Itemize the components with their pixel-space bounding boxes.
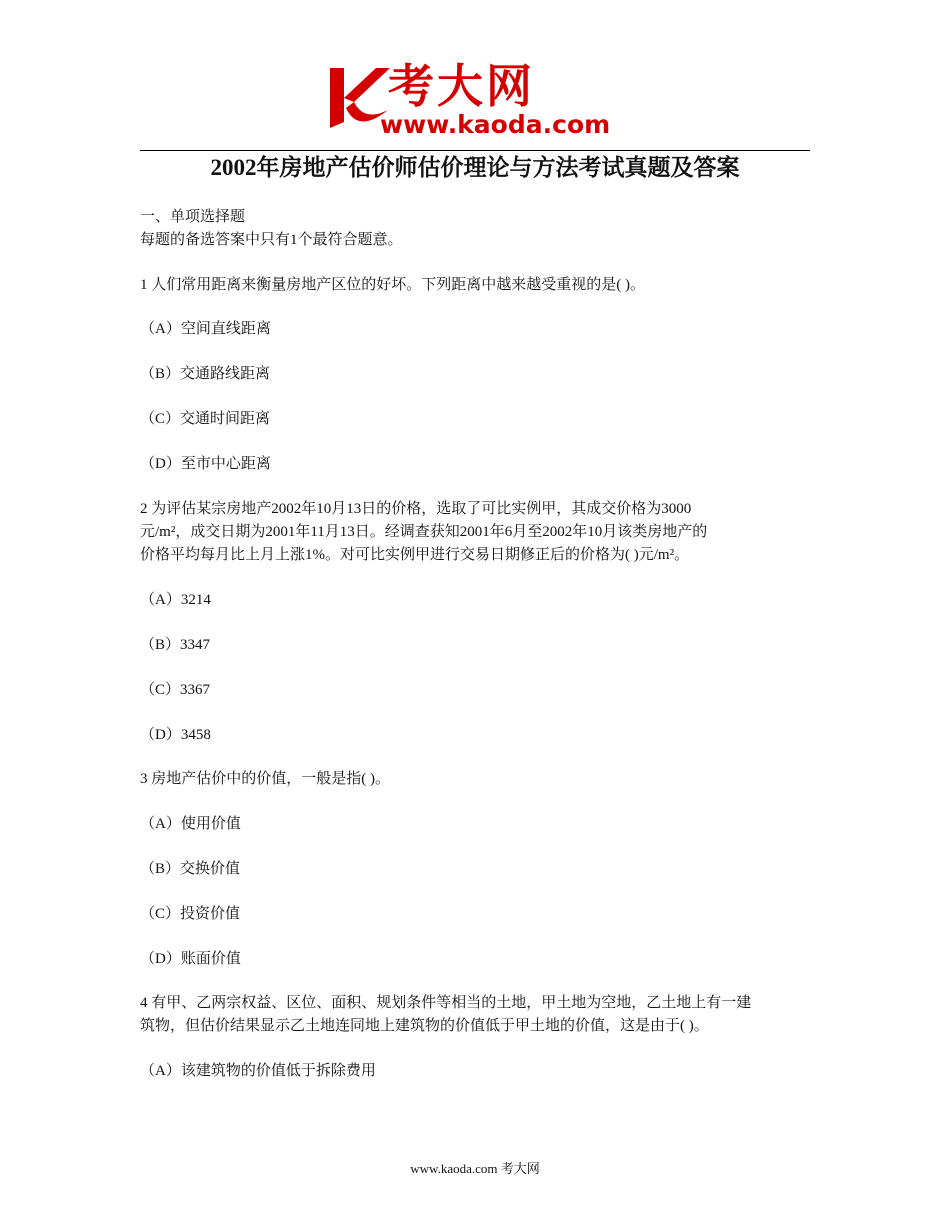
question-2-stem-line-2: 元/m²，成交日期为2001年11月13日。经调查获知2001年6月至2002年10月该类房地产的 [140, 524, 708, 540]
page-footer: www.kaoda.com 考大网 [410, 1161, 540, 1176]
question-2-option-c: （C）3367 [140, 682, 211, 698]
question-1-option-b: （B）交通路线距离 [140, 366, 271, 382]
question-3-option-d: （D）账面价值 [140, 951, 241, 967]
question-4-stem-line-2: 筑物，但估价结果显示乙土地连同地上建筑物的价值低于甲土地的价值，这是由于( )。 [140, 1018, 709, 1034]
logo-url: www.kaoda.com [380, 110, 611, 139]
section-instruction: 每题的备选答案中只有1个最符合题意。 [140, 232, 403, 248]
question-2-stem-line-1: 2 为评估某宗房地产2002年10月13日的价格，选取了可比实例甲，其成交价格为3000 [140, 501, 692, 517]
question-2-stem-line-3: 价格平均每月比上月上涨1%。对可比实例甲进行交易日期修正后的价格为( )元/m²。 [140, 547, 690, 563]
question-1-option-a: （A）空间直线距离 [140, 321, 271, 337]
question-1-stem: 1 人们常用距离来衡量房地产区位的好坏。下列距离中越来越受重视的是( )。 [140, 277, 645, 293]
question-3-option-b: （B）交换价值 [140, 861, 241, 877]
logo-text: 考大网 [388, 59, 535, 113]
question-2-option-b: （B）3347 [140, 637, 211, 653]
section-heading: 一、单项选择题 [140, 209, 246, 225]
question-4-option-a: （A）该建筑物的价值低于拆除费用 [140, 1063, 376, 1079]
question-3-option-a: （A）使用价值 [140, 816, 241, 832]
question-1-option-d: （D）至市中心距离 [140, 456, 271, 472]
question-2-option-d: （D）3458 [140, 727, 211, 743]
question-4-stem-line-1: 4 有甲、乙两宗权益、区位、面积、规划条件等相当的土地，甲土地为空地，乙土地上有一建 [140, 995, 752, 1011]
question-3-stem: 3 房地产估价中的价值，一般是指( )。 [140, 771, 390, 787]
question-1-option-c: （C）交通时间距离 [140, 411, 271, 427]
question-3-option-c: （C）投资价值 [140, 906, 241, 922]
document-title: 2002年房地产估价师估价理论与方法考试真题及答案 [210, 155, 740, 180]
kaoda-logo [322, 60, 642, 144]
question-2-option-a: （A）3214 [140, 592, 211, 608]
